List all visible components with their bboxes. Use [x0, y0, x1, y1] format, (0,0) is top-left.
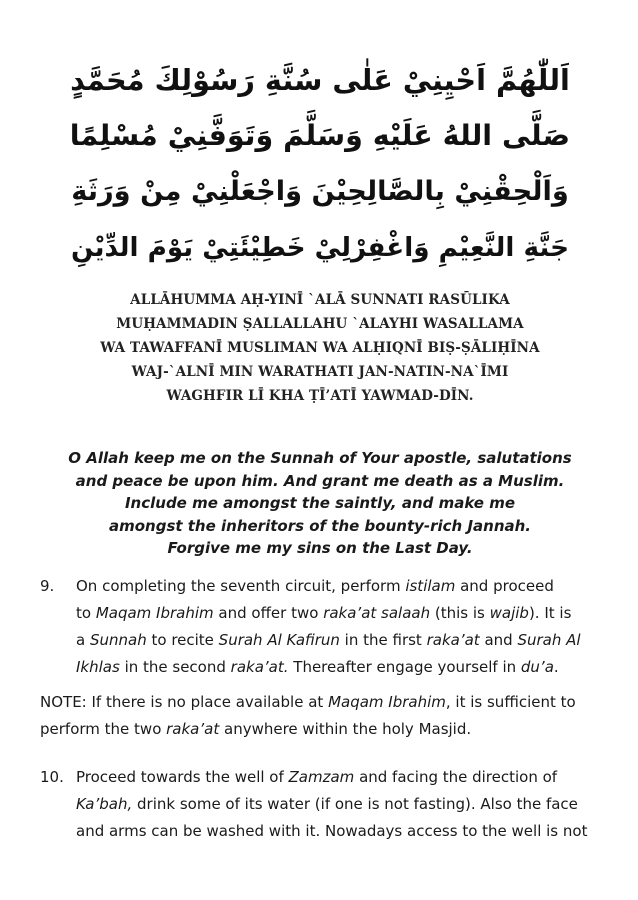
- translation-line-3: Include me amongst the saintly, and make me: [124, 494, 516, 512]
- text-run: anywhere within the holy Masjid.: [219, 720, 472, 738]
- text-run: Proceed towards the well of: [76, 768, 289, 786]
- text-run: and facing the direction of: [354, 768, 558, 786]
- text-run: Thereafter engage yourself in: [288, 658, 521, 676]
- text-run: and offer two: [213, 604, 324, 622]
- note-paragraph: [40, 689, 598, 743]
- italic-term: Sunnah: [89, 631, 147, 649]
- text-run: to: [76, 604, 96, 622]
- item-10-line-1: [76, 764, 598, 791]
- text-run: , it is sufficient to: [445, 693, 576, 711]
- text-run: NOTE: If there is no place available at: [40, 693, 329, 711]
- italic-term: Surah Al: [517, 631, 581, 649]
- text-run: .: [553, 658, 559, 676]
- text-run: On completing the seventh circuit, perform: [76, 577, 406, 595]
- item-9-line-2: [76, 600, 598, 627]
- italic-term: Surah Al Kafirun: [218, 631, 340, 649]
- italic-term: raka’at: [426, 631, 480, 649]
- item-10-line-2: [76, 791, 598, 818]
- text-run: perform the two: [40, 720, 167, 738]
- italic-term: Ka’bah,: [76, 795, 133, 813]
- numbered-item-9: [40, 573, 598, 681]
- numbered-item-10: [40, 764, 598, 845]
- italic-term: du’a: [520, 658, 554, 676]
- italic-term: raka’at salaah: [323, 604, 431, 622]
- italic-term: Maqam Ibrahim: [328, 693, 446, 711]
- italic-term: Maqam Ibrahim: [95, 604, 214, 622]
- text-run: drink some of its water (if one is not fasting). Also the face: [132, 795, 578, 813]
- english-translation: [50, 447, 590, 560]
- translation-line-4: amongst the inheritors of the bounty-rich Jannah.: [108, 516, 532, 535]
- arabic-line-4: جَنَّةِ النَّعِيْمِ وَاغْفِرْلِيْ خَطِيْئَتِيْ يَوْمَ الدِّيْنِ: [70, 233, 570, 263]
- transliteration-line-1: ALLĀHUMMA AḤ-YINĪ `ALĀ SUNNATI RASŪLIKA: [130, 292, 510, 308]
- italic-term: Zamzam: [288, 768, 355, 786]
- transliteration-line-3: WA TAWAFFANĪ MUSLIMAN WA ALḤIQNĪ BIṢ-ṢĀLIḤĪNA: [100, 340, 540, 356]
- italic-term: raka’at.: [230, 658, 289, 676]
- translation-line-5: Forgive me my sins on the Last Day.: [167, 539, 473, 557]
- text-run: in the second: [119, 658, 231, 676]
- text-run: and arms can be washed with it. Nowadays access to the well is not: [76, 822, 588, 840]
- text-run: and proceed: [455, 577, 554, 595]
- italic-term: istilam: [405, 577, 456, 595]
- item-number: 9.: [40, 577, 55, 595]
- arabic-dua: [70, 52, 570, 276]
- translation-line-1: O Allah keep me on the Sunnah of Your apostle, salutations: [68, 449, 572, 467]
- text-run: and: [479, 631, 518, 649]
- arabic-line-2: صَلَّى اللهُ عَلَيْهِ وَسَلَّمَ وَتَوَفَّنِيْ مُسْلِمًا: [69, 119, 570, 152]
- italic-term: Ikhlas: [76, 658, 120, 676]
- text-run: to recite: [146, 631, 219, 649]
- arabic-line-1: اَللّٰهُمَّ اَحْيِنِيْ عَلٰى سُنَّةِ رَسُوْلِكَ مُحَمَّدٍ: [70, 63, 570, 97]
- transliteration-line-4: WAJ-`ALNĪ MIN WARATHATI JAN-NATIN-NA`ĪMI: [131, 364, 509, 380]
- transliteration-line-5: WAGHFIR LĪ KHA ṬĪ’ATĪ YAWMAD-DĪN.: [166, 388, 474, 404]
- item-10-text: [76, 764, 598, 845]
- item-9-line-1: [76, 573, 598, 600]
- note-line-1: [40, 689, 598, 716]
- item-10-line-3: [76, 818, 598, 845]
- item-9-text: [76, 573, 598, 681]
- translation-line-2: and peace be upon him. And grant me death as a Muslim.: [75, 471, 565, 490]
- item-number: 10.: [40, 768, 64, 786]
- item-9-line-4: [76, 654, 598, 681]
- text-run: ). It is: [528, 604, 572, 622]
- transliteration: [40, 288, 600, 408]
- text-run: a: [76, 631, 90, 649]
- arabic-line-3: وَاَلْحِقْنِيْ بِالصَّالِحِيْنَ وَاجْعَلْنِيْ مِنْ وَرَثَةِ: [71, 176, 569, 207]
- transliteration-line-2: MUḤAMMADIN ṢALLALLAHU `ALAYHI WASALLAMA: [116, 316, 524, 332]
- note-line-2: [40, 716, 598, 743]
- item-9-line-3: [76, 627, 598, 654]
- text-run: in the first: [339, 631, 427, 649]
- text-run: (this is: [430, 604, 490, 622]
- italic-term: raka’at: [166, 720, 220, 738]
- italic-term: wajib: [489, 604, 529, 622]
